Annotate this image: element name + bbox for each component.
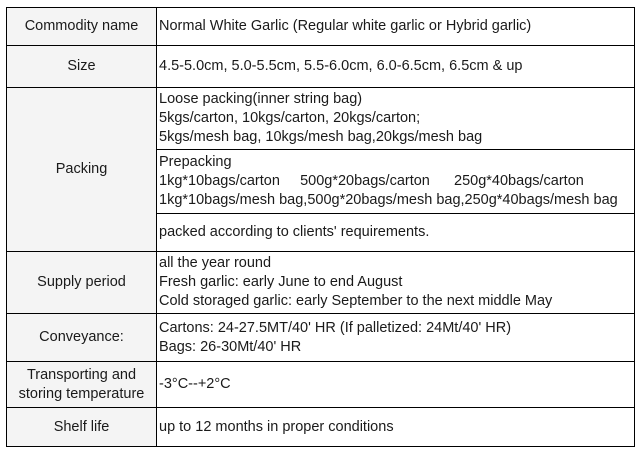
- supply-line: Fresh garlic: early June to end August: [159, 274, 403, 290]
- row-supply: [7, 252, 635, 314]
- packing-prepack-cell: [157, 150, 635, 214]
- packing-prepack-line: Prepacking: [159, 154, 232, 170]
- row-conveyance: [7, 314, 635, 362]
- packing-custom-value: packed according to clients' requirements.: [157, 214, 635, 252]
- shelf-life-value: up to 12 months in proper conditions: [157, 408, 635, 447]
- row-commodity: [7, 8, 635, 46]
- spec-table-container: [6, 7, 635, 447]
- supply-cell: [157, 252, 635, 314]
- shelf-life-label: Shelf life: [7, 408, 157, 447]
- packing-prepack-line: 1kg*10bags/carton 500g*20bags/carton 250g*40bags/carton: [159, 173, 584, 189]
- temperature-value: -3°C--+2°C: [157, 362, 635, 408]
- packing-loose-line: 5kgs/mesh bag, 10kgs/mesh bag,20kgs/mesh bag: [159, 129, 483, 145]
- garlic-spec-table: [6, 7, 635, 447]
- temperature-label-cell: [7, 362, 157, 408]
- size-value: 4.5-5.0cm, 5.0-5.5cm, 5.5-6.0cm, 6.0-6.5cm, 6.5cm & up: [157, 46, 635, 88]
- size-label: Size: [7, 46, 157, 88]
- conveyance-label: Conveyance:: [7, 314, 157, 362]
- packing-prepack-line: 1kg*10bags/mesh bag,500g*20bags/mesh bag,250g*40bags/mesh bag: [159, 192, 618, 208]
- supply-line: Cold storaged garlic: early September to the next middle May: [159, 293, 553, 309]
- supply-line: all the year round: [159, 255, 272, 271]
- packing-loose-line: 5kgs/carton, 10kgs/carton, 20kgs/carton;: [159, 110, 421, 126]
- conveyance-line: Bags: 26-30Mt/40' HR: [159, 338, 302, 355]
- commodity-value: Normal White Garlic (Regular white garlic or Hybrid garlic): [157, 8, 635, 46]
- row-temperature: [7, 362, 635, 408]
- row-packing-loose: [7, 88, 635, 150]
- packing-label: Packing: [7, 88, 157, 252]
- temperature-label-line: Transporting and: [26, 366, 137, 383]
- supply-label: Supply period: [7, 252, 157, 314]
- conveyance-cell: [157, 314, 635, 362]
- conveyance-line: Cartons: 24-27.5MT/40' HR (If palletized: 24Mt/40' HR): [159, 319, 512, 336]
- packing-loose-line: Loose packing(inner string bag): [159, 91, 363, 107]
- row-shelf-life: [7, 408, 635, 447]
- packing-loose-cell: [157, 88, 635, 150]
- row-size: [7, 46, 635, 88]
- commodity-label: Commodity name: [7, 8, 157, 46]
- temperature-label-line: storing temperature: [18, 385, 145, 402]
